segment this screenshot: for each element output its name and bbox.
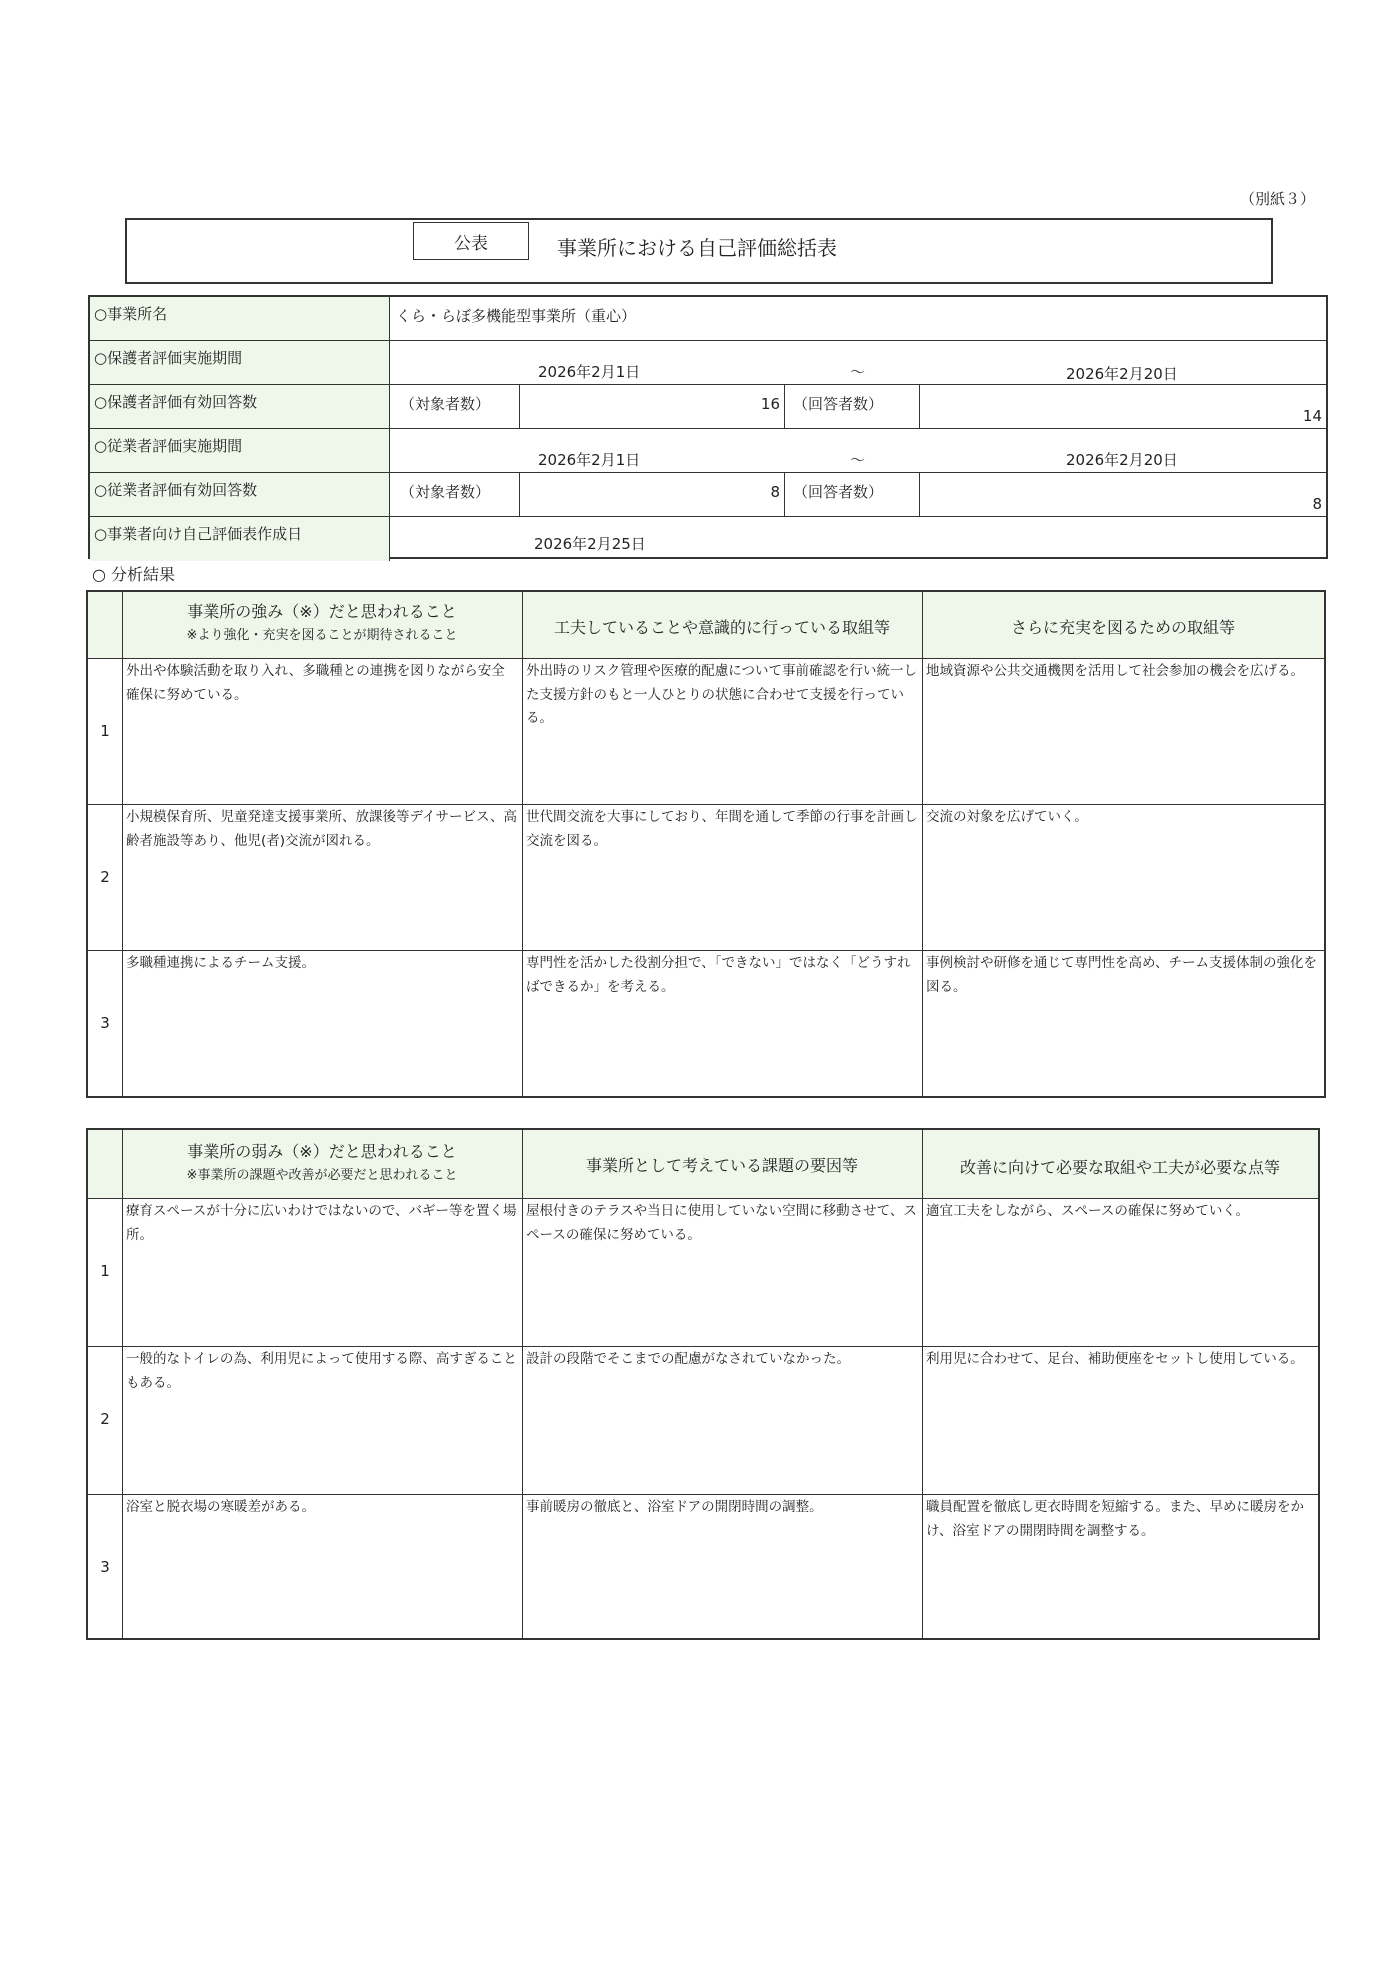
- weaknesses-col2-header: 事業所として考えている課題の要因等: [585, 1156, 858, 1175]
- office-label: ○事業所名: [90, 297, 390, 340]
- info-row-office: [90, 297, 1326, 341]
- staff-answer-value: 8: [1312, 495, 1322, 513]
- attachment-note: （別紙３）: [1239, 190, 1315, 208]
- strength-cell: 世代間交流を大事にしており、年間を通して季節の行事を計画し交流を図る。: [526, 809, 918, 849]
- info-row-staff-count: [90, 473, 1326, 517]
- strength-cell: 交流の対象を広げていく。: [926, 809, 1088, 825]
- strength-cell: 専門性を活かした役割分担で、「できない」ではなく「どうすればできるか」を考える。: [526, 955, 911, 995]
- strengths-col1-sub: ※より強化・充実を図ることが期待されること: [186, 628, 458, 644]
- weaknesses-col1-title: 事業所の弱み（※）だと思われること: [187, 1142, 457, 1161]
- guardian-target-cell: [520, 385, 785, 428]
- info-row-staff-period: [90, 429, 1326, 473]
- strength-row-number: 1: [100, 722, 110, 740]
- guardian-target-label: （対象者数）: [400, 395, 491, 413]
- staff-period-separator: ～: [850, 451, 866, 469]
- weaknesses-col3-header: 改善に向けて必要な取組や工夫が必要な点等: [959, 1158, 1280, 1177]
- staff-period-label: ○従業者評価実施期間: [90, 429, 390, 472]
- weakness-row-number: 3: [100, 1558, 110, 1576]
- staff-target-label: （対象者数）: [400, 483, 491, 501]
- analysis-label: ○ 分析結果: [92, 565, 176, 584]
- strength-cell: 事例検討や研修を通じて専門性を高め、チーム支援体制の強化を図る。: [926, 955, 1317, 995]
- staff-target-cell: [520, 473, 785, 516]
- info-row-created: [90, 517, 1326, 561]
- guardian-count-label: ○保護者評価有効回答数: [90, 385, 390, 428]
- staff-period-end: 2026年2月20日: [1066, 451, 1178, 469]
- info-row-guardian-period: [90, 341, 1326, 385]
- staff-count-label: ○従業者評価有効回答数: [90, 473, 390, 516]
- guardian-answer-label: （回答者数）: [793, 395, 884, 413]
- weakness-cell: 事前暖房の徹底と、浴室ドアの開閉時間の調整。: [526, 1499, 823, 1515]
- weakness-row-number: 2: [100, 1410, 110, 1428]
- public-badge: 公表: [413, 222, 529, 260]
- weaknesses-col1-sub: ※事業所の課題や改善が必要だと思われること: [186, 1168, 458, 1184]
- created-label: ○事業者向け自己評価表作成日: [90, 517, 390, 561]
- created-value: 2026年2月25日: [534, 535, 646, 553]
- weakness-row-number: 1: [100, 1262, 110, 1280]
- strength-cell: 外出や体験活動を取り入れ、多職種との連携を図りながら安全確保に努めている。: [126, 663, 505, 703]
- office-value: くら・らぼ多機能型事業所（重心）: [396, 307, 637, 325]
- staff-target-label-cell: [390, 473, 520, 516]
- guardian-period-separator: ～: [850, 363, 866, 381]
- guardian-period-start: 2026年2月1日: [538, 363, 641, 381]
- info-row-guardian-count: [90, 385, 1326, 429]
- guardian-answer-value: 14: [1302, 407, 1322, 425]
- weakness-cell: 職員配置を徹底し更衣時間を短縮する。また、早めに暖房をかけ、浴室ドアの開閉時間を調整する。: [926, 1499, 1304, 1539]
- info-table: [88, 295, 1328, 559]
- weakness-cell: 利用児に合わせて、足台、補助便座をセットし使用している。: [926, 1351, 1304, 1367]
- guardian-period-end: 2026年2月20日: [1066, 365, 1178, 383]
- strengths-col3-header: さらに充実を図るための取組等: [1010, 618, 1235, 637]
- staff-period-start: 2026年2月1日: [538, 451, 641, 469]
- strength-cell: 多職種連携によるチーム支援。: [126, 955, 315, 971]
- guardian-answer-label-cell: [785, 385, 920, 428]
- guardian-target-value: 16: [760, 395, 780, 413]
- staff-target-value: 8: [770, 483, 780, 501]
- staff-answer-label: （回答者数）: [793, 483, 884, 501]
- weaknesses-table: [86, 1128, 1320, 1640]
- strength-cell: 地域資源や公共交通機関を活用して社会参加の機会を広げる。: [926, 663, 1304, 679]
- strength-cell: 小規模保育所、児童発達支援事業所、放課後等デイサービス、高齢者施設等あり、他児(者)交流が図れる。: [126, 809, 517, 849]
- weakness-cell: 一般的なトイレの為、利用児によって使用する際、高すぎることもある。: [126, 1351, 517, 1391]
- strengths-col2-header: 工夫していることや意識的に行っている取組等: [553, 618, 890, 637]
- weakness-cell: 屋根付きのテラスや当日に使用していない空間に移動させて、スペースの確保に努めている。: [526, 1203, 917, 1243]
- staff-answer-label-cell: [785, 473, 920, 516]
- strengths-col1-title: 事業所の強み（※）だと思われること: [187, 602, 457, 621]
- strengths-col1-header: [122, 598, 522, 647]
- weakness-cell: 療育スペースが十分に広いわけではないので、バギー等を置く場所。: [126, 1203, 517, 1243]
- guardian-period-label: ○保護者評価実施期間: [90, 341, 390, 384]
- strength-row-number: 2: [100, 868, 110, 886]
- weakness-cell: 浴室と脱衣場の寒暖差がある。: [126, 1499, 315, 1515]
- page-title: 事業所における自己評価総括表: [557, 236, 837, 260]
- weaknesses-col1-header: [122, 1138, 522, 1187]
- strength-row-number: 3: [100, 1014, 110, 1032]
- weakness-cell: 設計の段階でそこまでの配慮がなされていなかった。: [526, 1351, 850, 1367]
- strength-cell: 外出時のリスク管理や医療的配慮について事前確認を行い統一した支援方針のもと一人ひとりの状態に合わせて支援を行っている。: [526, 663, 917, 727]
- strengths-table: [86, 590, 1326, 1098]
- guardian-target-label-cell: [390, 385, 520, 428]
- weakness-cell: 適宜工夫をしながら、スペースの確保に努めていく。: [926, 1203, 1250, 1219]
